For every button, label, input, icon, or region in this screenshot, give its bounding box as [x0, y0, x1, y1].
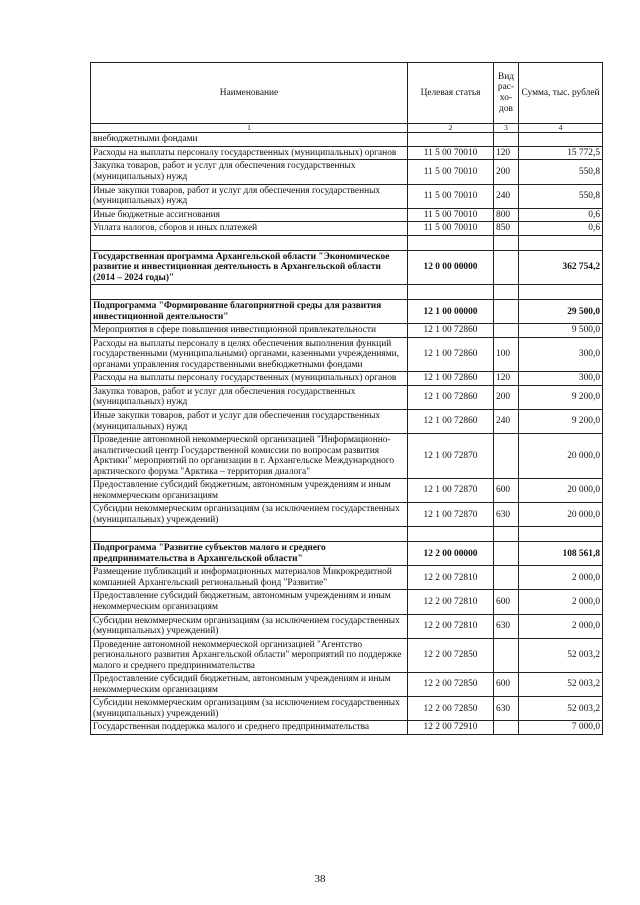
row-name: Иные закупки товаров, работ и услуг для обеспечения государственных (муниципальных) нужд — [91, 184, 408, 208]
header-target-article: Целевая статья — [408, 63, 494, 124]
row-sum: 300,0 — [519, 337, 603, 372]
row-target-article: 11 5 00 70010 — [408, 146, 494, 160]
row-name: Государственная поддержка малого и среднего предпринимательства — [91, 721, 408, 735]
row-expense-type: 240 — [494, 410, 519, 434]
row-target-article: 12 2 00 72810 — [408, 566, 494, 590]
row-sum: 0,6 — [519, 222, 603, 236]
row-sum: 52 003,2 — [519, 673, 603, 697]
table-row — [91, 673, 603, 697]
row-expense-type: 120 — [494, 372, 519, 386]
table-row — [91, 385, 603, 409]
row-expense-type: 800 — [494, 208, 519, 222]
row-sum: 52 003,2 — [519, 697, 603, 721]
row-sum: 52 003,2 — [519, 638, 603, 673]
row-name: Закупка товаров, работ и услуг для обеспечения государственных (муниципальных) нужд — [91, 160, 408, 184]
row-target-article: 11 5 00 70010 — [408, 208, 494, 222]
row-expense-type: 630 — [494, 503, 519, 527]
row-name: Подпрограмма "Формирование благоприятной среды для развития инвестиционной деятельности" — [91, 300, 408, 324]
header-expense-type: Вид рас-хо-дов — [494, 63, 519, 124]
row-target-article: 11 5 00 70010 — [408, 160, 494, 184]
row-sum: 550,8 — [519, 160, 603, 184]
row-name: Государственная программа Архангельской области "Экономическое развитие и инвестиционная деятельность в Архангельской области (2014 – 2024 годы)" — [91, 250, 408, 285]
table-row — [91, 721, 603, 735]
row-name: Расходы на выплаты персоналу государственных (муниципальных) органов — [91, 372, 408, 386]
row-sum — [519, 285, 603, 300]
row-expense-type: 600 — [494, 673, 519, 697]
table-row — [91, 614, 603, 638]
table-row — [91, 542, 603, 566]
row-target-article: 12 2 00 00000 — [408, 542, 494, 566]
row-name: Субсидии некоммерческим организациям (за исключением государственных (муниципальных) учреждений) — [91, 614, 408, 638]
row-sum: 362 754,2 — [519, 250, 603, 285]
row-sum: 300,0 — [519, 372, 603, 386]
row-expense-type — [494, 300, 519, 324]
table-row — [91, 146, 603, 160]
spacer-row — [91, 235, 603, 250]
row-name: Предоставление субсидий бюджетным, автономным учреждениям и иным некоммерческим организациям — [91, 590, 408, 614]
row-target-article: 11 5 00 70010 — [408, 184, 494, 208]
col-number: 1 — [91, 124, 408, 133]
table-row — [91, 160, 603, 184]
row-sum: 2 000,0 — [519, 566, 603, 590]
row-name — [91, 285, 408, 300]
row-expense-type — [494, 133, 519, 147]
row-sum: 2 000,0 — [519, 590, 603, 614]
row-name: Проведение автономной некоммерческой организацией "Информационно-аналитический центр Государственной комиссии по вопросам развития Арктики" мероприятий по организации в г. Архангельске Международного арктического форума "Арктика – территория диалога" — [91, 434, 408, 479]
row-target-article: 12 2 00 72910 — [408, 721, 494, 735]
table-row — [91, 434, 603, 479]
row-name: Закупка товаров, работ и услуг для обеспечения государственных (муниципальных) нужд — [91, 385, 408, 409]
row-target-article: 12 1 00 00000 — [408, 300, 494, 324]
row-sum — [519, 235, 603, 250]
table-row — [91, 184, 603, 208]
row-target-article: 12 1 00 72860 — [408, 372, 494, 386]
row-name: внебюджетными фондами — [91, 133, 408, 147]
row-sum: 9 200,0 — [519, 385, 603, 409]
row-expense-type — [494, 721, 519, 735]
table-row — [91, 479, 603, 503]
row-expense-type — [494, 542, 519, 566]
row-name: Предоставление субсидий бюджетным, автономным учреждениям и иным некоммерческим организациям — [91, 479, 408, 503]
row-target-article: 12 1 00 72860 — [408, 337, 494, 372]
table-header-row — [91, 63, 603, 124]
table-row — [91, 324, 603, 338]
row-target-article: 12 1 00 72870 — [408, 479, 494, 503]
row-target-article — [408, 285, 494, 300]
table-row — [91, 372, 603, 386]
row-name: Расходы на выплаты персоналу государственных (муниципальных) органов — [91, 146, 408, 160]
row-name: Субсидии некоммерческим организациям (за исключением государственных (муниципальных) учреждений) — [91, 503, 408, 527]
row-target-article — [408, 133, 494, 147]
row-expense-type — [494, 235, 519, 250]
table-row — [91, 503, 603, 527]
row-expense-type — [494, 527, 519, 542]
col-number: 4 — [519, 124, 603, 133]
row-sum: 0,6 — [519, 208, 603, 222]
row-target-article: 12 0 00 00000 — [408, 250, 494, 285]
row-sum: 108 561,8 — [519, 542, 603, 566]
row-expense-type: 630 — [494, 697, 519, 721]
header-sum: Сумма, тыс. рублей — [519, 63, 603, 124]
row-target-article: 12 2 00 72810 — [408, 590, 494, 614]
row-sum — [519, 133, 603, 147]
row-name — [91, 235, 408, 250]
budget-table — [90, 62, 603, 735]
row-sum: 9 200,0 — [519, 410, 603, 434]
row-sum: 9 500,0 — [519, 324, 603, 338]
row-expense-type — [494, 434, 519, 479]
row-name — [91, 527, 408, 542]
row-expense-type: 630 — [494, 614, 519, 638]
row-expense-type: 850 — [494, 222, 519, 236]
row-sum: 550,8 — [519, 184, 603, 208]
row-name: Подпрограмма "Развитие субъектов малого и среднего предпринимательства в Архангельской области" — [91, 542, 408, 566]
row-expense-type: 120 — [494, 146, 519, 160]
row-name: Предоставление субсидий бюджетным, автономным учреждениям и иным некоммерческим организациям — [91, 673, 408, 697]
row-name: Иные бюджетные ассигнования — [91, 208, 408, 222]
spacer-row — [91, 527, 603, 542]
table-row — [91, 566, 603, 590]
row-target-article — [408, 527, 494, 542]
row-sum: 2 000,0 — [519, 614, 603, 638]
row-expense-type: 200 — [494, 160, 519, 184]
table-row — [91, 638, 603, 673]
row-sum: 20 000,0 — [519, 434, 603, 479]
row-target-article: 12 2 00 72850 — [408, 673, 494, 697]
header-name: Наименование — [91, 63, 408, 124]
row-target-article: 12 1 00 72860 — [408, 324, 494, 338]
row-sum: 20 000,0 — [519, 479, 603, 503]
row-expense-type: 200 — [494, 385, 519, 409]
row-target-article: 12 1 00 72870 — [408, 503, 494, 527]
row-target-article: 11 5 00 70010 — [408, 222, 494, 236]
row-target-article: 12 1 00 72870 — [408, 434, 494, 479]
row-name: Мероприятия в сфере повышения инвестиционной привлекательности — [91, 324, 408, 338]
row-target-article: 12 2 00 72850 — [408, 697, 494, 721]
table-row — [91, 250, 603, 285]
row-expense-type: 240 — [494, 184, 519, 208]
table-row — [91, 208, 603, 222]
column-number-row — [91, 124, 603, 133]
spacer-row — [91, 285, 603, 300]
row-expense-type — [494, 250, 519, 285]
row-name: Субсидии некоммерческим организациям (за исключением государственных (муниципальных) учреждений) — [91, 697, 408, 721]
col-number: 2 — [408, 124, 494, 133]
row-name: Уплата налогов, сборов и иных платежей — [91, 222, 408, 236]
table-row — [91, 222, 603, 236]
row-name: Размещение публикаций и информационных материалов Микрокредитной компанией Архангельский региональный фонд "Развитие" — [91, 566, 408, 590]
row-expense-type: 100 — [494, 337, 519, 372]
table-row — [91, 410, 603, 434]
row-sum: 29 500,0 — [519, 300, 603, 324]
table-row — [91, 133, 603, 147]
row-expense-type — [494, 638, 519, 673]
page-number: 38 — [314, 873, 326, 885]
row-sum: 20 000,0 — [519, 503, 603, 527]
row-expense-type — [494, 566, 519, 590]
row-target-article: 12 1 00 72860 — [408, 385, 494, 409]
table-row — [91, 337, 603, 372]
table-body — [91, 133, 603, 734]
row-name: Иные закупки товаров, работ и услуг для обеспечения государственных (муниципальных) нужд — [91, 410, 408, 434]
row-target-article: 12 2 00 72810 — [408, 614, 494, 638]
row-expense-type — [494, 324, 519, 338]
table-row — [91, 697, 603, 721]
row-sum — [519, 527, 603, 542]
row-expense-type: 600 — [494, 590, 519, 614]
row-target-article: 12 1 00 72860 — [408, 410, 494, 434]
row-expense-type: 600 — [494, 479, 519, 503]
row-sum: 7 000,0 — [519, 721, 603, 735]
row-expense-type — [494, 285, 519, 300]
row-target-article — [408, 235, 494, 250]
row-name: Расходы на выплаты персоналу в целях обеспечения выполнения функций государственными (муниципальными) органами, казенными учреждениями, органами управления государственными внебюджетными фондами — [91, 337, 408, 372]
row-sum: 15 772,5 — [519, 146, 603, 160]
table-row — [91, 300, 603, 324]
row-name: Проведение автономной некоммерческой организацией "Агентство регионального развития Архангельской области" мероприятий по поддержке малого и среднего предпринимательства — [91, 638, 408, 673]
col-number: 3 — [494, 124, 519, 133]
row-target-article: 12 2 00 72850 — [408, 638, 494, 673]
table-row — [91, 590, 603, 614]
